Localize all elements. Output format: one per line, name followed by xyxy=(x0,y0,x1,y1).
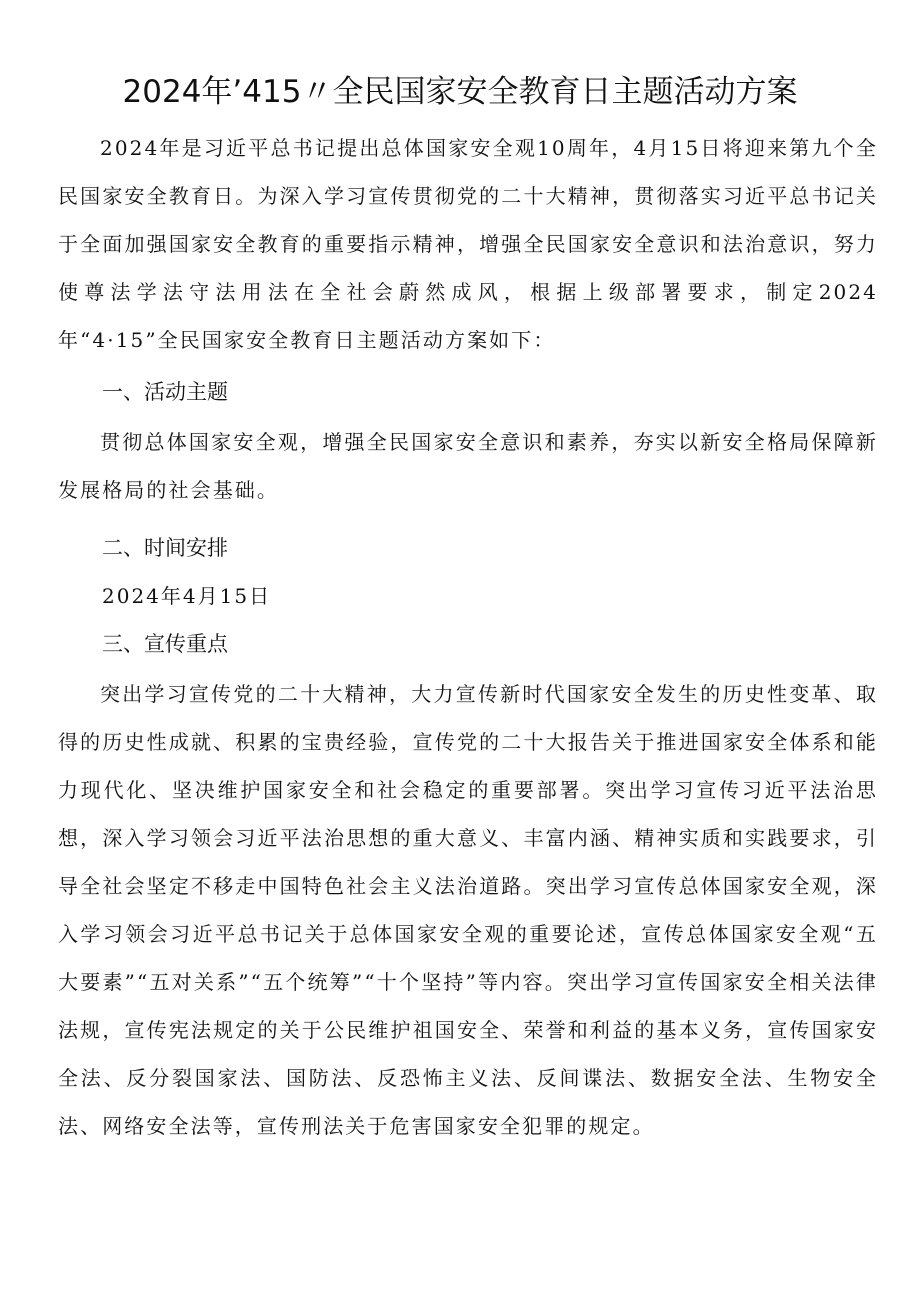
section-body-focus: 突出学习宣传党的二十大精神，大力宣传新时代国家安全发生的历史性变革、取得的历史性成就、积累的宝贵经验，宣传党的二十大报告关于推进国家安全体系和能力现代化、坚决维护国家安全和社会稳定的重要部署。突出学习宣传习近平法治思想，深入学习领会习近平法治思想的重大意义、丰富内涵、精神实质和实践要求，引导全社会坚定不移走中国特色社会主义法治道路。突出学习宣传总体国家安全观，深入学习领会习近平总书记关于总体国家安全观的重要论述，宣传总体国家安全观“五大要素”“五对关系”“五个统筹”“十个坚持”等内容。突出学习宣传国家安全相关法律法规，宣传宪法规定的关于公民维护祖国安全、荣誉和利益的基本义务，宣传国家安全法、反分裂国家法、国防法、反恐怖主义法、反间谍法、数据安全法、生物安全法、网络安全法等，宣传刑法关于危害国家安全犯罪的规定。 xyxy=(58,682,878,1138)
document-title: 2024年’415〃全民国家安全教育日主题活动方案 xyxy=(122,74,798,110)
section-heading-schedule: 二、时间安排 xyxy=(102,536,228,560)
section-body-schedule: 2024年4月15日 xyxy=(102,584,272,608)
intro-paragraph: 2024年是习近平总书记提出总体国家安全观10周年，4月15日将迎来第九个全民国家安全教育日。为深入学习宣传贯彻党的二十大精神，贯彻落实习近平总书记关于全面加强国家安全教育的重要指示精神，增强全民国家安全意识和法治意识，努力使尊法学法守法用法在全社会蔚然成风，根据上级部署要求，制定2024年“4·15”全民国家安全教育日主题活动方案如下： xyxy=(58,136,878,352)
section-heading-focus: 三、宣传重点 xyxy=(102,632,228,656)
section-body-theme: 贯彻总体国家安全观，增强全民国家安全意识和素养，夯实以新安全格局保障新发展格局的社会基础。 xyxy=(58,430,878,502)
section-heading-theme: 一、活动主题 xyxy=(102,380,228,404)
